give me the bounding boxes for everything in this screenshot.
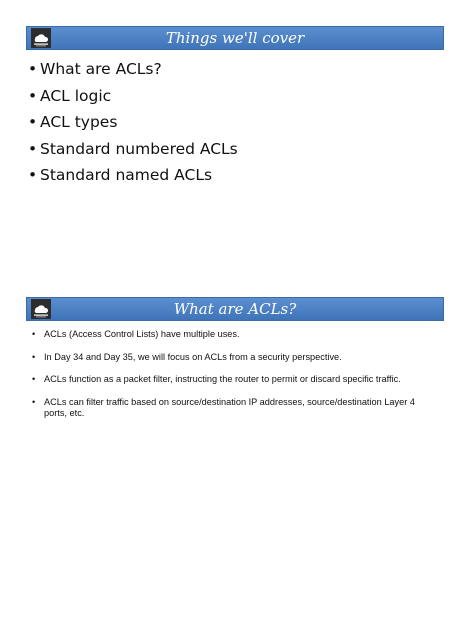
slide-title: What are ACLs? — [173, 300, 297, 318]
list-item-text: In Day 34 and Day 35, we will focus on ACLs from a security perspective. — [44, 351, 342, 362]
bullet: • — [28, 60, 38, 78]
definition-list — [26, 329, 444, 420]
list-item-text: ACL types — [40, 113, 118, 131]
list-item — [26, 56, 444, 83]
list-item — [26, 83, 444, 110]
slide-title: Things we'll cover — [165, 29, 305, 47]
slide-what-are-acls — [26, 297, 444, 537]
bullet: • — [32, 374, 36, 384]
list-item — [26, 162, 444, 189]
list-item — [26, 109, 444, 136]
list-item — [26, 352, 444, 364]
list-item-text: What are ACLs? — [40, 60, 162, 78]
bullet: • — [32, 351, 36, 362]
bullet: • — [32, 329, 36, 339]
list-item-text: Standard numbered ACLs — [40, 139, 238, 158]
bullet: • — [28, 113, 38, 131]
list-item-text: ACLs function as a packet filter, instructing the router to permit or discard specific traffic. — [44, 374, 401, 384]
topic-list — [26, 56, 444, 189]
list-item-text: ACL logic — [40, 86, 112, 105]
slide-title-bar — [26, 26, 444, 50]
slide-things-we-will-cover — [26, 26, 444, 266]
bullet: • — [28, 86, 38, 105]
slide-title-bar — [26, 297, 444, 321]
bullet: • — [28, 139, 38, 158]
bullet: • — [28, 166, 38, 184]
list-item-text: ACLs can filter traffic based on source/destination IP addresses, source/destination Layer 4 ports, etc. — [44, 396, 415, 418]
list-item — [26, 136, 444, 163]
list-item — [26, 397, 444, 420]
list-item — [26, 374, 444, 386]
list-item — [26, 329, 444, 341]
bullet: • — [32, 396, 36, 407]
list-item-text: Standard named ACLs — [40, 166, 213, 184]
list-item-text: ACLs (Access Control Lists) have multiple uses. — [44, 329, 240, 339]
